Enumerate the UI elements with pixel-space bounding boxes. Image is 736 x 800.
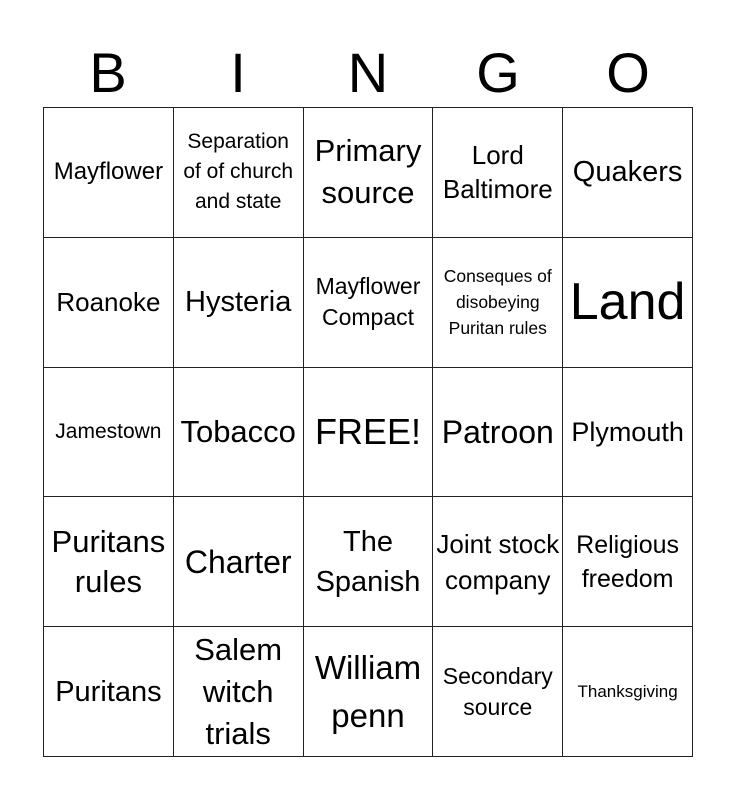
cell-text: Lord Baltimore [442,140,553,205]
bingo-cell[interactable] [174,238,304,368]
cell-text: Roanoke [56,287,161,318]
cell-text: Patroon [441,413,554,450]
bingo-cell[interactable] [304,108,434,238]
cell-text: Joint stock company [436,528,560,595]
cell-text: Separation of of church and state [183,130,294,214]
cell-text: FREE! [314,410,421,452]
bingo-cell[interactable] [433,238,563,368]
bingo-header [43,40,693,106]
cell-text: Charter [184,543,292,580]
cell-text: Thanksgiving [577,681,678,701]
bingo-cell[interactable] [174,497,304,627]
bingo-cell[interactable] [563,627,693,757]
cell-text: Mayflower [53,158,164,186]
cell-text: Land [569,273,686,332]
bingo-cell[interactable] [563,497,693,627]
bingo-cell[interactable] [433,108,563,238]
cell-text: Puritans rules [51,523,166,599]
bingo-cell[interactable] [304,497,434,627]
bingo-grid [43,107,693,757]
header-letter-n: N [347,41,389,104]
cell-text: Religious freedom [576,530,680,593]
cell-text: Salem witch trials [194,631,283,751]
header-letter-i: I [230,41,246,104]
cell-text: Hysteria [185,286,292,319]
header-letter-g: G [476,41,520,104]
cell-text: Mayflower Compact [315,273,421,331]
bingo-cell[interactable] [174,368,304,498]
bingo-cell[interactable] [304,627,434,757]
bingo-cell[interactable] [44,108,174,238]
cell-text: Secondary source [442,662,553,720]
bingo-cell[interactable] [433,627,563,757]
cell-text: The Spanish [315,525,421,598]
bingo-cell[interactable] [44,497,174,627]
cell-text: William penn [314,648,422,734]
cell-text: Jamestown [55,419,162,443]
bingo-cell[interactable] [44,627,174,757]
bingo-cell[interactable] [174,627,304,757]
bingo-cell[interactable] [304,238,434,368]
cell-text: Tobacco [180,413,296,449]
bingo-cell[interactable] [44,238,174,368]
header-letter-b: B [89,41,127,104]
cell-text: Quakers [572,156,683,189]
cell-text: Plymouth [571,416,684,447]
header-letter-o: O [606,41,650,104]
bingo-cell[interactable] [563,368,693,498]
bingo-cell[interactable] [433,497,563,627]
bingo-cell[interactable] [563,108,693,238]
bingo-cell[interactable] [44,368,174,498]
bingo-cell[interactable] [433,368,563,498]
bingo-cell[interactable] [174,108,304,238]
cell-text: Conseques of disobeying Puritan rules [443,266,552,339]
bingo-cell[interactable] [563,238,693,368]
cell-text: Puritans [55,675,162,708]
bingo-cell[interactable] [304,368,434,498]
cell-text: Primary source [314,133,422,211]
